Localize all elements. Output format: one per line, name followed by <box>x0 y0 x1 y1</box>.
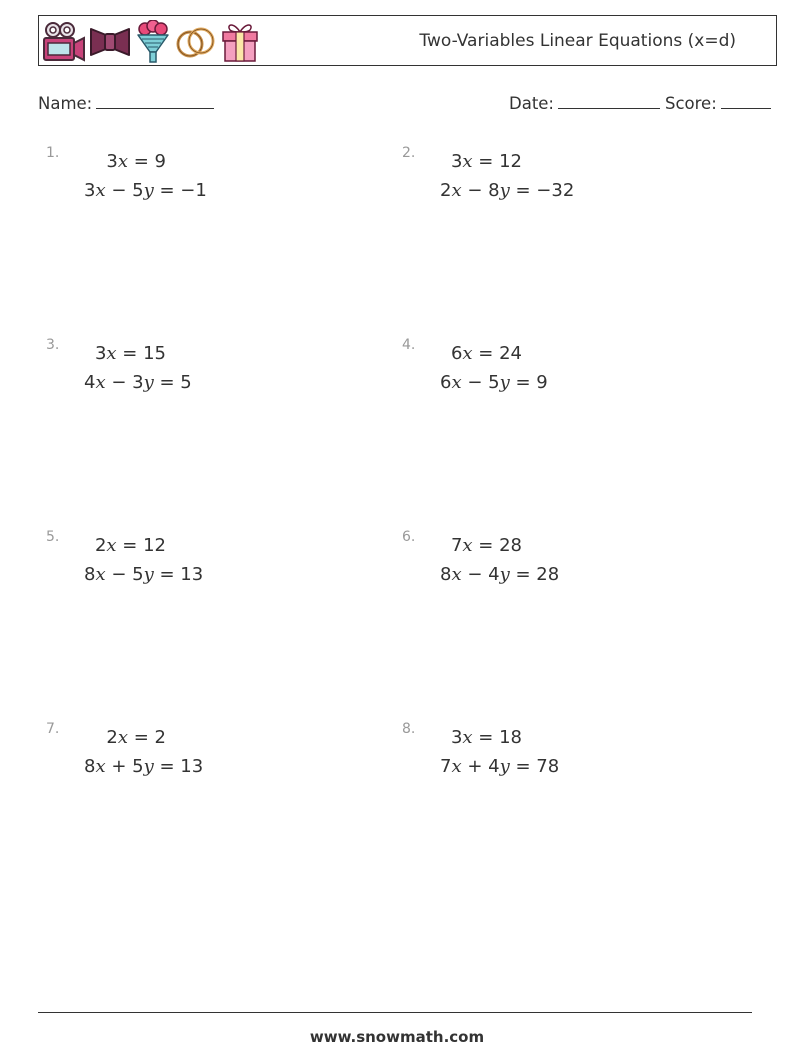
equation-2 <box>84 372 192 393</box>
equation-1 <box>46 151 166 172</box>
name-label: Name: <box>38 94 93 113</box>
variable: x <box>117 727 129 748</box>
equation-rhs: = 13 <box>153 564 204 585</box>
name-blank <box>96 92 214 109</box>
problem-number: 7. <box>46 721 60 737</box>
equation-rhs: = 5 <box>153 372 192 393</box>
coefficient: 4 <box>488 756 500 777</box>
coefficient: 6 <box>440 372 452 393</box>
score-field <box>665 92 771 113</box>
variable: x <box>462 727 473 748</box>
equation-1 <box>402 343 522 364</box>
coefficient: 7 <box>440 756 452 777</box>
bow-tie-icon <box>88 21 132 63</box>
equation-2 <box>84 564 203 585</box>
variable: x <box>451 564 462 585</box>
coefficient: 4 <box>488 564 500 585</box>
problem-6 <box>402 529 702 599</box>
score-blank <box>721 92 771 109</box>
equation-rhs: = 28 <box>472 535 522 556</box>
operator: − <box>105 564 133 585</box>
equation-1 <box>402 535 522 556</box>
variable: x <box>462 535 473 556</box>
variable: x <box>451 372 462 393</box>
variable: x <box>95 372 106 393</box>
coefficient: 8 <box>84 756 96 777</box>
operator: − <box>105 180 133 201</box>
problem-4 <box>402 337 702 407</box>
equation-rhs: = 9 <box>128 151 166 172</box>
problem-5 <box>46 529 346 599</box>
score-label: Score: <box>665 94 717 113</box>
coefficient: 3 <box>450 151 463 172</box>
equation-1 <box>46 535 166 556</box>
variable: y <box>499 372 510 393</box>
variable: x <box>106 343 117 364</box>
variable: x <box>451 180 462 201</box>
camera-icon <box>42 21 86 63</box>
equation-rhs: = 18 <box>472 727 522 748</box>
coefficient: 8 <box>488 180 500 201</box>
name-field <box>38 92 214 113</box>
operator: − <box>105 372 133 393</box>
coefficient: 8 <box>440 564 452 585</box>
equation-2 <box>84 180 207 201</box>
operator: − <box>461 564 489 585</box>
problem-number: 5. <box>46 529 60 545</box>
variable: x <box>117 151 129 172</box>
worksheet-header <box>38 15 777 66</box>
equation-2 <box>84 756 203 777</box>
operator: − <box>461 372 489 393</box>
coefficient: 3 <box>450 727 463 748</box>
problem-number: 3. <box>46 337 60 353</box>
coefficient: 3 <box>84 180 96 201</box>
variable: x <box>95 564 106 585</box>
problem-number: 6. <box>402 529 416 545</box>
operator: − <box>461 180 489 201</box>
coefficient: 7 <box>450 535 463 556</box>
variable: y <box>143 372 154 393</box>
coefficient: 6 <box>450 343 463 364</box>
equation-2 <box>440 756 559 777</box>
equation-rhs: = 2 <box>128 727 166 748</box>
problem-2 <box>402 145 702 215</box>
operator: + <box>105 756 133 777</box>
variable: y <box>499 180 510 201</box>
coefficient: 4 <box>84 372 96 393</box>
gift-icon <box>220 20 260 64</box>
coefficient: 5 <box>132 756 144 777</box>
equation-1 <box>46 343 166 364</box>
variable: x <box>95 756 106 777</box>
coefficient: 5 <box>488 372 500 393</box>
rings-icon <box>174 21 218 63</box>
flower-bouquet-icon <box>134 20 172 64</box>
problem-number: 2. <box>402 145 416 161</box>
variable: x <box>462 343 473 364</box>
coefficient: 2 <box>106 727 118 748</box>
coefficient: 5 <box>132 564 144 585</box>
equation-rhs: = 9 <box>509 372 548 393</box>
equation-rhs: = 12 <box>116 535 166 556</box>
variable: y <box>143 564 154 585</box>
equation-1 <box>402 727 522 748</box>
date-field <box>509 92 660 113</box>
equation-rhs: = 24 <box>472 343 522 364</box>
equation-rhs: = 15 <box>116 343 166 364</box>
variable: x <box>451 756 462 777</box>
operator: + <box>461 756 489 777</box>
variable: x <box>462 151 473 172</box>
problem-number: 1. <box>46 145 60 161</box>
footer-divider <box>38 1012 752 1013</box>
equation-2 <box>440 180 574 201</box>
equation-2 <box>440 372 548 393</box>
coefficient: 5 <box>132 180 144 201</box>
equation-rhs: = −1 <box>153 180 207 201</box>
equation-rhs: = −32 <box>509 180 575 201</box>
equation-1 <box>46 727 166 748</box>
date-blank <box>558 92 660 109</box>
problem-3 <box>46 337 346 407</box>
coefficient: 2 <box>440 180 452 201</box>
equation-1 <box>402 151 522 172</box>
worksheet-title: Two-Variables Linear Equations (x=d) <box>419 31 736 51</box>
variable: x <box>106 535 117 556</box>
date-label: Date: <box>509 94 554 113</box>
variable: y <box>143 180 154 201</box>
header-icons <box>42 20 260 64</box>
variable: y <box>499 564 510 585</box>
coefficient: 3 <box>94 343 107 364</box>
coefficient: 3 <box>132 372 144 393</box>
problem-7 <box>46 721 346 791</box>
coefficient: 2 <box>94 535 107 556</box>
footer-url: www.snowmath.com <box>309 1028 485 1046</box>
coefficient: 3 <box>106 151 118 172</box>
coefficient: 8 <box>84 564 96 585</box>
equation-rhs: = 13 <box>153 756 204 777</box>
variable: y <box>499 756 510 777</box>
problem-number: 4. <box>402 337 416 353</box>
problem-number: 8. <box>402 721 416 737</box>
equation-rhs: = 12 <box>472 151 522 172</box>
equation-rhs: = 78 <box>509 756 560 777</box>
variable: y <box>143 756 154 777</box>
equation-2 <box>440 564 559 585</box>
variable: x <box>95 180 106 201</box>
problem-1 <box>46 145 346 215</box>
equation-rhs: = 28 <box>509 564 560 585</box>
problem-8 <box>402 721 702 791</box>
